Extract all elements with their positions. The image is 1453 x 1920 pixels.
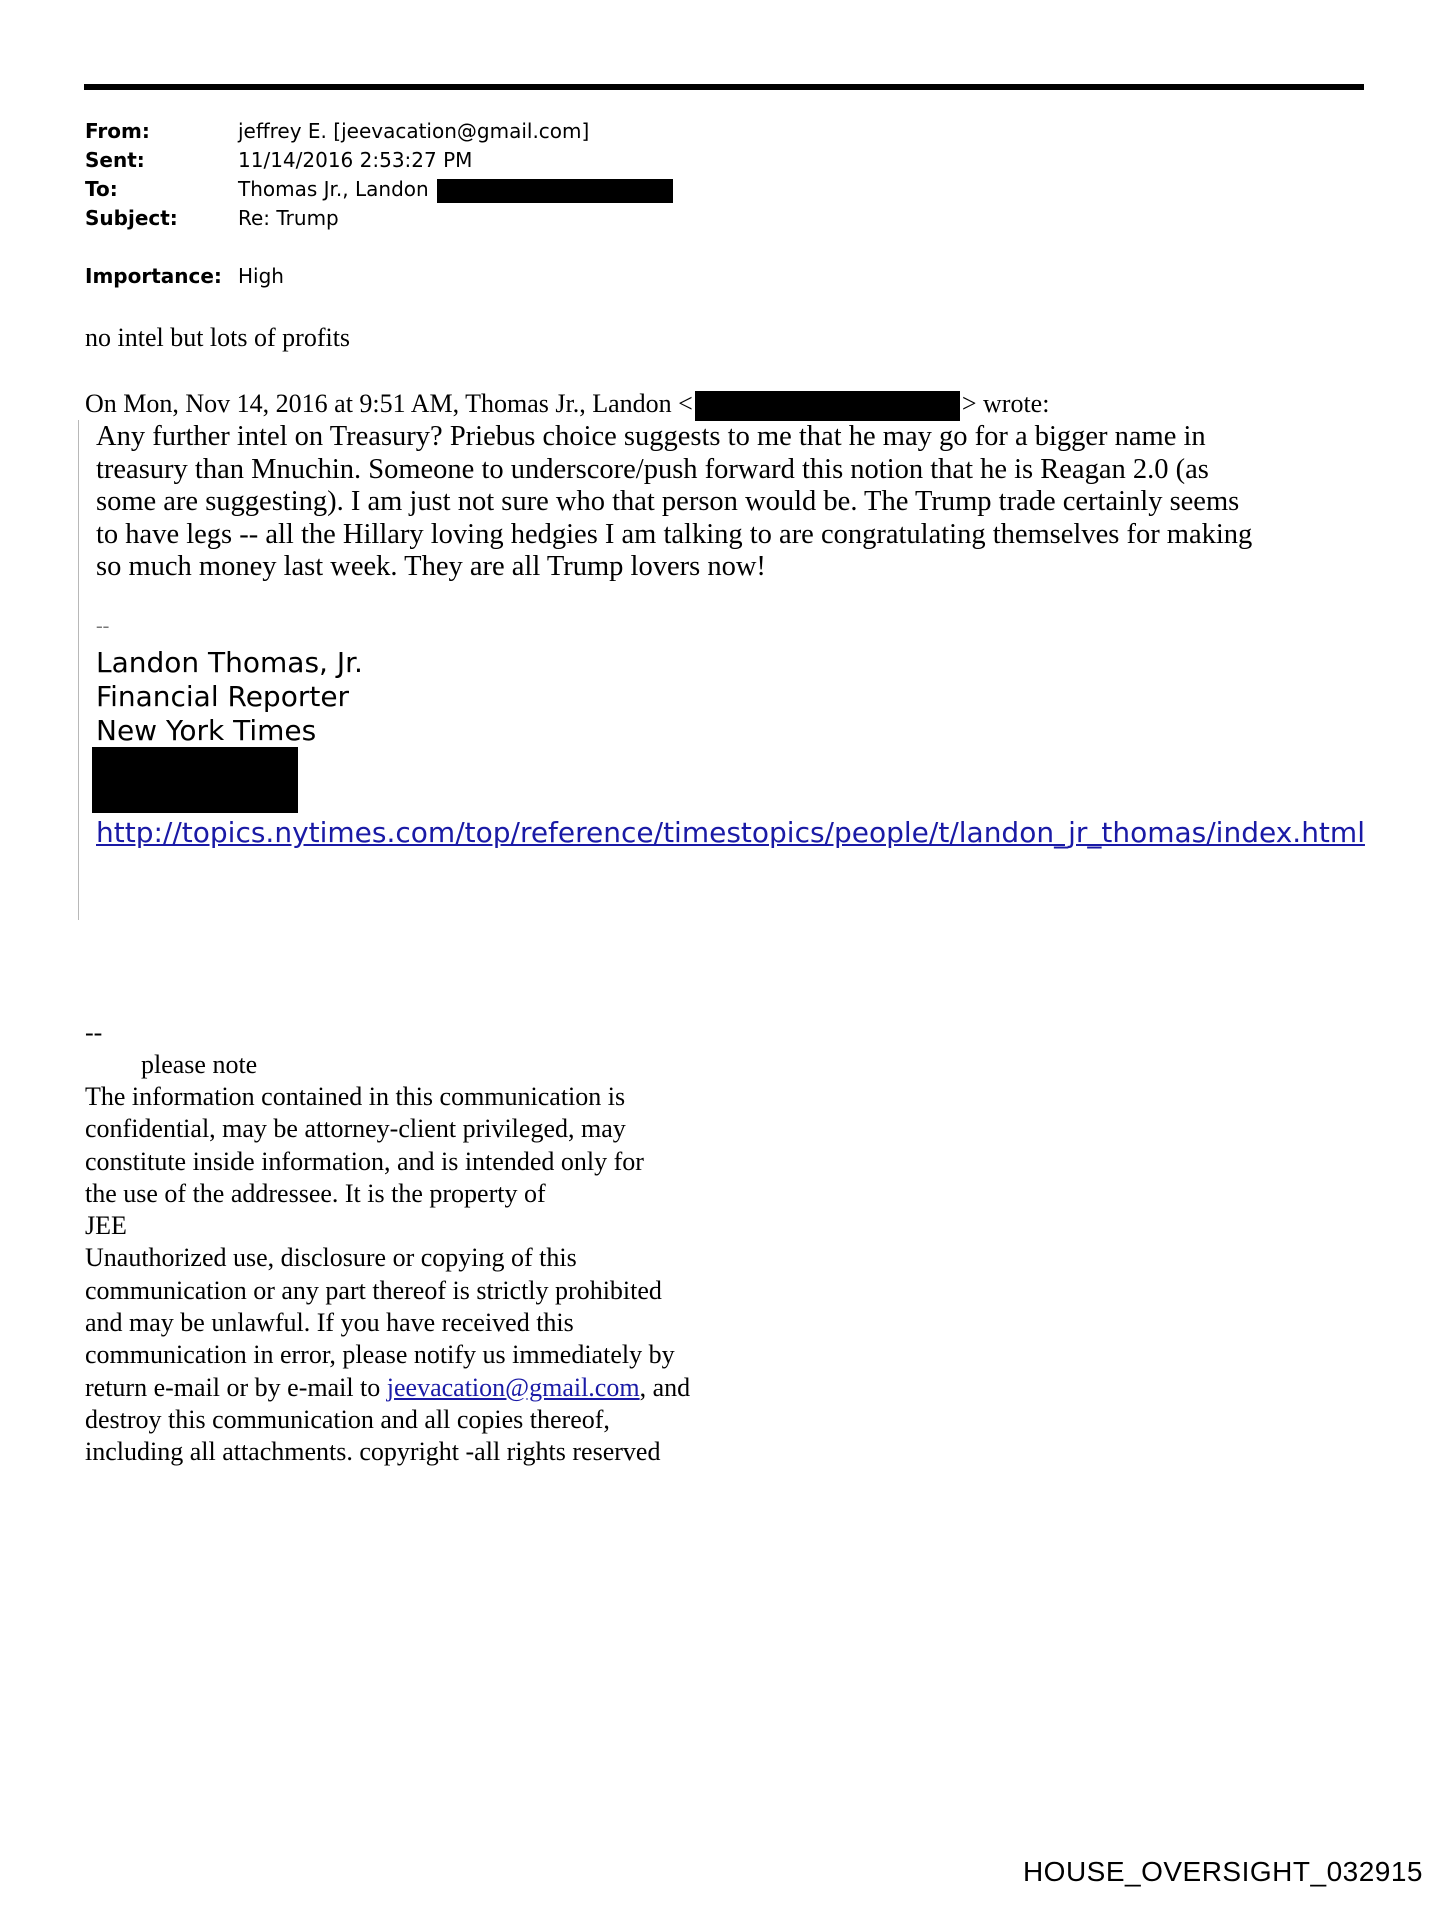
disclaimer-line: including all attachments. copyright -all rights reserved [85,1437,661,1467]
disclaimer-line: Unauthorized use, disclosure or copying of this [85,1243,577,1273]
disclaimer-line: communication or any part thereof is strictly prohibited [85,1275,662,1305]
sent-label: Sent: [85,148,145,172]
disclaimer-separator: -- [85,1018,103,1047]
redaction-box [695,391,960,421]
email-link[interactable]: jeevacation@gmail.com [386,1372,640,1402]
signature [96,646,363,748]
importance-value: High [238,264,284,288]
signature-org: New York Times [96,714,317,747]
from-label: From: [85,119,150,143]
quoted-line: treasury than Mnuchin. Someone to underscore/push forward this notion that he is Reagan 2.0 (as [96,453,1209,485]
disclaimer-line: The information contained in this communication is [85,1082,626,1111]
importance-label: Importance: [85,264,222,288]
quote-attribution [85,388,1049,421]
disclaimer [85,1081,785,1469]
signature-separator: -- [96,615,110,637]
to-name: Thomas Jr., Landon [238,177,429,201]
sent-value: 11/14/2016 2:53:27 PM [238,148,473,172]
from-value: jeffrey E. [jeevacation@gmail.com] [238,119,590,143]
email-line-post: , and [639,1372,691,1402]
redaction-box [92,747,298,813]
subject-value: Re: Trump [238,206,339,230]
disclaimer-note: please note [141,1050,258,1079]
disclaimer-line: and may be unlawful. If you have received this [85,1308,574,1338]
redaction-box [437,179,673,203]
disclaimer-line: the use of the addressee. It is the property of [85,1178,546,1208]
signature-link[interactable]: http://topics.nytimes.com/top/reference/timestopics/people/t/landon_jr_thomas/index.html [96,816,1365,849]
signature-title: Financial Reporter [96,680,350,713]
disclaimer-line: JEE [85,1211,127,1241]
bates-number: HOUSE_OVERSIGHT_032915 [1022,1856,1423,1887]
reply-text: no intel but lots of profits [85,323,351,352]
disclaimer-line: communication in error, please notify us immediately by [85,1340,675,1370]
to-label: To: [85,177,118,201]
attribution-start: On Mon, Nov 14, 2016 at 9:51 AM, Thomas Jr., Landon < [85,389,693,418]
quoted-line: so much money last week. They are all Trump lovers now! [96,551,766,582]
disclaimer-email-line [85,1372,785,1404]
email-line-pre: return e-mail or by e-mail to [85,1372,387,1402]
disclaimer-line: destroy this communication and all copies thereof, [85,1404,610,1434]
subject-label: Subject: [85,206,178,230]
signature-name: Landon Thomas, Jr. [96,646,363,679]
attribution-end: > wrote: [961,389,1050,418]
disclaimer-line: confidential, may be attorney-client privileged, may [85,1114,626,1144]
disclaimer-line: constitute inside information, and is intended only for [85,1146,644,1176]
header-rule [84,84,1364,90]
quoted-line: to have legs -- all the Hillary loving hedgies I am talking to are congratulating themselves for making [96,518,1253,550]
quoted-message [96,421,1366,584]
to-value [238,175,673,204]
quoted-line: Any further intel on Treasury? Priebus choice suggests to me that he may go for a bigger name in [96,421,1206,452]
quoted-line: some are suggesting). I am just not sure who that person would be. The Trump trade certainly seems [96,486,1240,517]
